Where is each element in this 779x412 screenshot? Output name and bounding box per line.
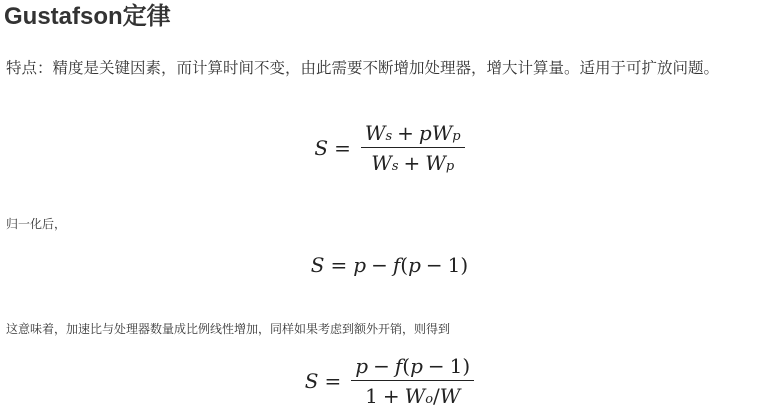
eq2-lparen: ( [400,253,409,277]
equation-with-overhead [0,352,779,410]
eq2-s: S [310,253,325,277]
eq2-minus1: − [371,253,388,277]
eq1-num-sub-s: s [385,128,393,144]
eq2-equals: = [330,253,348,277]
eq3-num-rparen: ) [462,353,471,378]
eq2-f: f [392,253,401,277]
eq3-den-one: 1 [365,384,378,409]
eq1-fraction [361,121,465,175]
eq3-num-p2: p [410,353,423,378]
eq3-fraction [351,354,474,408]
eq1-equals: = [334,136,351,160]
eq3-denominator [361,384,464,408]
eq3-num-f: f [394,353,403,378]
eq3-num-minus2: − [427,353,445,378]
eq1-num-w1: W [364,120,386,145]
eq3-s: S [304,369,319,393]
eq1-num-sub-p: p [452,128,461,144]
eq1-numerator [361,121,465,145]
eq1-den-sub-p: p [445,159,455,175]
eq1-den-w2: W [425,151,446,176]
eq3-num-lparen: ( [402,353,411,378]
eq3-den-w2: W [439,384,461,409]
section-heading: Gustafson定律 [4,3,171,30]
eq2-p2: p [408,253,421,277]
eq3-num-one: 1 [449,353,463,378]
eq2-p1: p [353,253,367,277]
equation-speedup-ratio [0,120,779,176]
eq3-num-minus1: − [373,353,390,378]
eq1-den-sub-s: s [391,159,399,175]
eq3-fraction-bar [351,380,474,381]
eq1-denominator [367,151,458,175]
eq3-den-plus: + [382,384,400,409]
eq1-den-plus: + [403,151,421,176]
eq3-equals: = [324,369,342,393]
eq2-minus2: − [425,253,443,277]
eq1-num-p: p [418,120,432,145]
equation-normalized [0,250,779,280]
eq1-num-plus: + [397,120,414,145]
eq3-den-sub-o: o [425,392,434,408]
eq2-rparen: ) [460,253,469,277]
eq1-fraction-bar [361,147,465,148]
eq3-den-slash: / [433,384,440,409]
eq1-s: S [314,136,329,160]
eq3-den-w1: W [404,384,426,409]
eq2-one: 1 [447,253,461,277]
intro-paragraph: 特点：精度是关键因素，而计算时间不变，由此需要不断增加处理器，增大计算量。适用于可扩放问题。 [6,59,720,77]
eq1-num-w2: W [431,120,453,145]
eq3-numerator [351,354,474,378]
eq1-den-w1: W [371,151,392,176]
overhead-caption: 这意味着，加速比与处理器数量成比例线性增加，同样如果考虑到额外开销，则得到 [6,322,451,336]
eq3-num-p1: p [355,353,369,378]
normalized-caption: 归一化后， [6,217,67,231]
